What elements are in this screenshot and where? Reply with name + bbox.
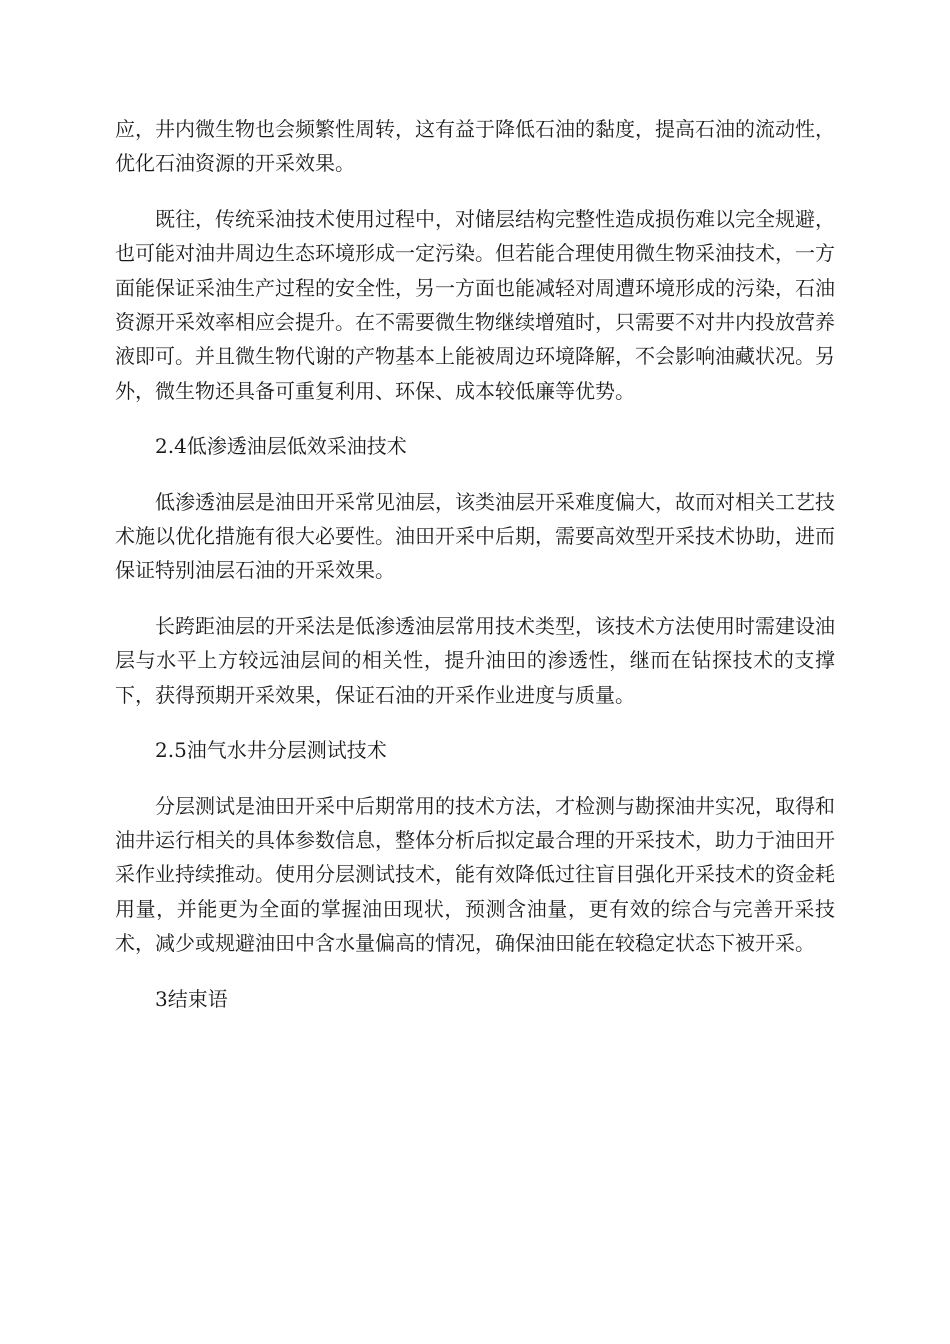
document-body: [115, 112, 835, 1037]
paragraph-low-permeability: 低渗透油层是油田开采常见油层，该类油层开采难度偏大，故而对相关工艺技术施以优化措施有很大必要性。油田开采中后期，需要高效型开采技术协助，进而保证特别油层石油的开采效果。: [115, 489, 835, 583]
paragraph-long-span-method: 长跨距油层的开采法是低渗透油层常用技术类型，该技术方法使用时需建设油层与水平上方较远油层间的相关性，提升油田的渗透性，继而在钻探技术的支撑下，获得预期开采效果，保证石油的开采作业进度与质量。: [115, 613, 835, 707]
section-heading-2-5: 2.5油气水井分层测试技术: [155, 738, 387, 763]
section-heading-3-conclusion: 3结束语: [155, 986, 228, 1011]
paragraph-continuation: 应，井内微生物也会频繁性周转，这有益于降低石油的黏度，提高石油的流动性，优化石油资源的开采效果。: [115, 117, 835, 176]
paragraph-microbial-advantages: 既往，传统采油技术使用过程中，对储层结构完整性造成损伤难以完全规避，也可能对油井周边生态环境形成一定污染。但若能合理使用微生物采油技术，一方面能保证采油生产过程的安全性，另一方面也能减轻对周遭环境形成的污染，石油资源开采效率相应会提升。在不需要微生物继续增殖时，只需要不对井内投放营养液即可。并且微生物代谢的产物基本上能被周边环境降解，不会影响油藏状况。另外，微生物还具备可重复利用、环保、成本较低廉等优势。: [115, 206, 835, 403]
paragraph-layered-testing: 分层测试是油田开采中后期常用的技术方法，才检测与勘探油井实况，取得和油井运行相关的具体参数信息，整体分析后拟定最合理的开采技术，助力于油田开采作业持续推动。使用分层测试技术，能有效降低过往盲目强化开采技术的资金耗用量，并能更为全面的掌握油田现状，预测含油量，更有效的综合与完善开采技术，减少或规避油田中含水量偏高的情况，确保油田能在较稳定状态下被开采。: [115, 793, 835, 956]
section-heading-2-4: 2.4低渗透油层低效采油技术: [155, 434, 407, 459]
